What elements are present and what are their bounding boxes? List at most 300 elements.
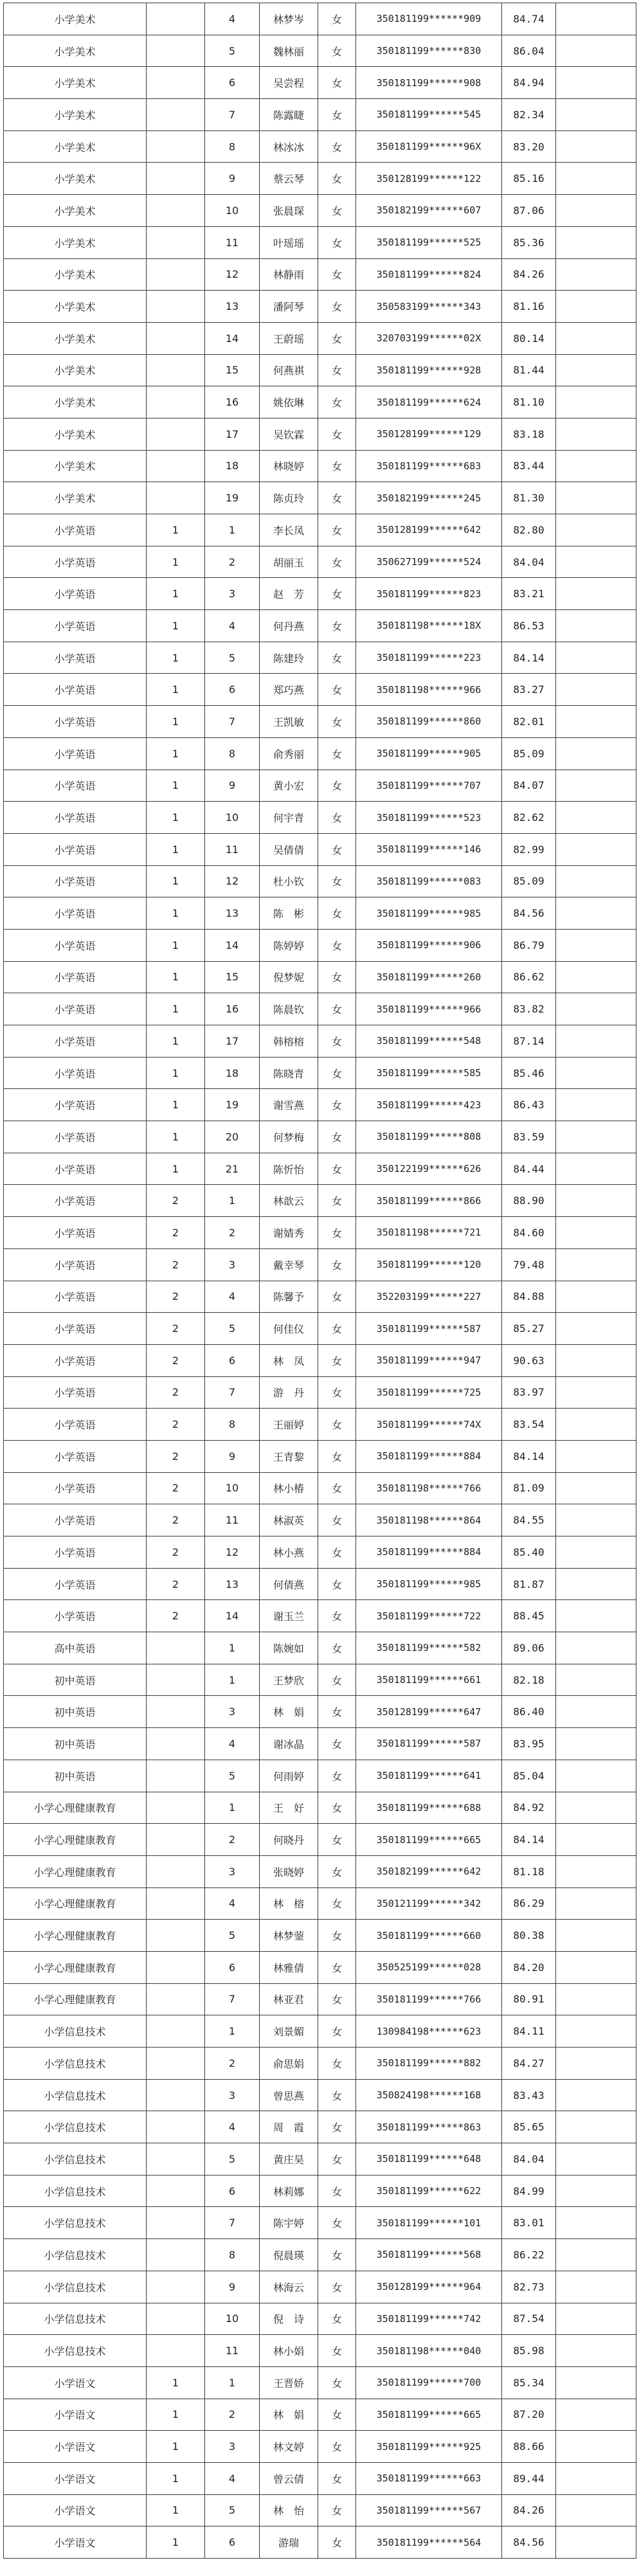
- name-cell: 林静雨: [260, 258, 318, 291]
- score-cell: 83.27: [502, 674, 556, 706]
- score-cell: 85.04: [502, 1760, 556, 1792]
- gender-cell: 女: [318, 1025, 356, 1058]
- table-row: [4, 2431, 636, 2463]
- subject-cell: 小学信息技术: [4, 2239, 147, 2271]
- score-cell: 85.46: [502, 1057, 556, 1089]
- gender-cell: 女: [318, 2494, 356, 2526]
- sequence-cell: 8: [205, 737, 260, 770]
- id-number-cell: 350181199******700: [356, 2366, 502, 2399]
- gender-cell: 女: [318, 1409, 356, 1441]
- table-row: [4, 163, 636, 195]
- score-cell: 85.09: [502, 865, 556, 897]
- name-cell: 郑巧燕: [260, 674, 318, 706]
- name-cell: 吴钦霖: [260, 418, 318, 450]
- gender-cell: 女: [318, 1824, 356, 1856]
- name-cell: 陈 彬: [260, 897, 318, 930]
- id-number-cell: 350181199******567: [356, 2494, 502, 2526]
- remark-cell: [556, 2207, 636, 2239]
- score-cell: 81.87: [502, 1568, 556, 1600]
- remark-cell: [556, 1951, 636, 1983]
- gender-cell: 女: [318, 2526, 356, 2559]
- id-number-cell: 350181199******083: [356, 865, 502, 897]
- sequence-cell: 8: [205, 131, 260, 163]
- group-cell: 2: [147, 1472, 205, 1504]
- group-cell: [147, 2175, 205, 2207]
- remark-cell: [556, 1792, 636, 1824]
- name-cell: 林 怡: [260, 2494, 318, 2526]
- gender-cell: 女: [318, 1632, 356, 1664]
- name-cell: 何晓丹: [260, 1824, 318, 1856]
- sequence-cell: 3: [205, 578, 260, 610]
- subject-cell: 小学信息技术: [4, 2335, 147, 2367]
- subject-cell: 小学美术: [4, 67, 147, 99]
- remark-cell: [556, 1920, 636, 1952]
- subject-cell: 小学英语: [4, 514, 147, 546]
- id-number-cell: 350181199******863: [356, 2111, 502, 2143]
- id-number-cell: 350182199******607: [356, 195, 502, 227]
- sequence-cell: 4: [205, 1728, 260, 1760]
- id-number-cell: 350181199******830: [356, 35, 502, 67]
- name-cell: 林小燕: [260, 1536, 318, 1569]
- id-number-cell: 350181199******548: [356, 1025, 502, 1058]
- table-row: [4, 1217, 636, 1249]
- remark-cell: [556, 1728, 636, 1760]
- gender-cell: 女: [318, 1600, 356, 1632]
- sequence-cell: 20: [205, 1121, 260, 1153]
- id-number-cell: 350181199******884: [356, 1440, 502, 1472]
- sequence-cell: 7: [205, 99, 260, 131]
- score-cell: 84.92: [502, 1792, 556, 1824]
- gender-cell: 女: [318, 1440, 356, 1472]
- gender-cell: 女: [318, 1153, 356, 1185]
- group-cell: 2: [147, 1281, 205, 1313]
- sequence-cell: 7: [205, 706, 260, 738]
- table-row: [4, 1920, 636, 1952]
- sequence-cell: 5: [205, 642, 260, 674]
- sequence-cell: 15: [205, 354, 260, 386]
- table-row: [4, 674, 636, 706]
- table-row: [4, 1153, 636, 1185]
- gender-cell: 女: [318, 865, 356, 897]
- name-cell: 陈建玲: [260, 642, 318, 674]
- remark-cell: [556, 1025, 636, 1058]
- subject-cell: 小学英语: [4, 1089, 147, 1121]
- gender-cell: 女: [318, 1983, 356, 2015]
- group-cell: [147, 131, 205, 163]
- subject-cell: 小学英语: [4, 1057, 147, 1089]
- name-cell: 何佳仪: [260, 1313, 318, 1345]
- remark-cell: [556, 450, 636, 482]
- table-row: [4, 482, 636, 514]
- subject-cell: 小学美术: [4, 35, 147, 67]
- id-number-cell: 350181199******925: [356, 2431, 502, 2463]
- table-row: [4, 67, 636, 99]
- sequence-cell: 17: [205, 418, 260, 450]
- sequence-cell: 5: [205, 2143, 260, 2175]
- sequence-cell: 5: [205, 35, 260, 67]
- subject-cell: 小学英语: [4, 802, 147, 834]
- score-cell: 84.88: [502, 1281, 556, 1313]
- sequence-cell: 10: [205, 802, 260, 834]
- score-cell: 82.80: [502, 514, 556, 546]
- subject-cell: 小学英语: [4, 929, 147, 961]
- group-cell: 1: [147, 2494, 205, 2526]
- score-cell: 80.38: [502, 1920, 556, 1952]
- gender-cell: 女: [318, 514, 356, 546]
- gender-cell: 女: [318, 1887, 356, 1920]
- sequence-cell: 9: [205, 770, 260, 802]
- remark-cell: [556, 1153, 636, 1185]
- gender-cell: 女: [318, 706, 356, 738]
- name-cell: 林亚君: [260, 1983, 318, 2015]
- name-cell: 杜小钦: [260, 865, 318, 897]
- group-cell: 2: [147, 1440, 205, 1472]
- subject-cell: 小学英语: [4, 1281, 147, 1313]
- id-number-cell: 350525199******028: [356, 1951, 502, 1983]
- score-cell: 88.45: [502, 1600, 556, 1632]
- subject-cell: 小学语文: [4, 2462, 147, 2494]
- sequence-cell: 13: [205, 1568, 260, 1600]
- id-number-cell: 350181199******101: [356, 2207, 502, 2239]
- score-cell: 87.06: [502, 195, 556, 227]
- gender-cell: 女: [318, 2366, 356, 2399]
- group-cell: [147, 1983, 205, 2015]
- subject-cell: 初中英语: [4, 1728, 147, 1760]
- remark-cell: [556, 1696, 636, 1728]
- sequence-cell: 13: [205, 291, 260, 323]
- group-cell: [147, 2271, 205, 2303]
- table-row: [4, 2335, 636, 2367]
- id-number-cell: 350181199******908: [356, 67, 502, 99]
- group-cell: [147, 2207, 205, 2239]
- group-cell: 1: [147, 1121, 205, 1153]
- gender-cell: 女: [318, 386, 356, 419]
- group-cell: [147, 1887, 205, 1920]
- score-cell: 86.22: [502, 2239, 556, 2271]
- remark-cell: [556, 929, 636, 961]
- name-cell: 游 丹: [260, 1376, 318, 1409]
- gender-cell: 女: [318, 1568, 356, 1600]
- id-number-cell: 350182199******245: [356, 482, 502, 514]
- table-row: [4, 770, 636, 802]
- subject-cell: 小学信息技术: [4, 2079, 147, 2111]
- remark-cell: [556, 706, 636, 738]
- table-row: [4, 2207, 636, 2239]
- group-cell: [147, 418, 205, 450]
- remark-cell: [556, 1313, 636, 1345]
- subject-cell: 小学英语: [4, 1536, 147, 1569]
- table-row: [4, 1824, 636, 1856]
- gender-cell: 女: [318, 1217, 356, 1249]
- id-number-cell: 350181199******707: [356, 770, 502, 802]
- name-cell: 俞秀丽: [260, 737, 318, 770]
- id-number-cell: 350181199******823: [356, 578, 502, 610]
- name-cell: 林莉娜: [260, 2175, 318, 2207]
- gender-cell: 女: [318, 1951, 356, 1983]
- table-row: [4, 1696, 636, 1728]
- sequence-cell: 12: [205, 865, 260, 897]
- gender-cell: 女: [318, 1344, 356, 1376]
- subject-cell: 小学英语: [4, 706, 147, 738]
- sequence-cell: 9: [205, 1440, 260, 1472]
- remark-cell: [556, 2143, 636, 2175]
- table-row: [4, 2079, 636, 2111]
- id-number-cell: 350181199******641: [356, 1760, 502, 1792]
- group-cell: 1: [147, 674, 205, 706]
- subject-cell: 高中英语: [4, 1632, 147, 1664]
- sequence-cell: 5: [205, 1313, 260, 1345]
- remark-cell: [556, 2111, 636, 2143]
- table-row: [4, 1568, 636, 1600]
- group-cell: 1: [147, 514, 205, 546]
- sequence-cell: 6: [205, 1344, 260, 1376]
- remark-cell: [556, 2079, 636, 2111]
- gender-cell: 女: [318, 961, 356, 993]
- table-row: [4, 131, 636, 163]
- name-cell: 林小椿: [260, 1472, 318, 1504]
- remark-cell: [556, 1600, 636, 1632]
- score-cell: 81.18: [502, 1855, 556, 1887]
- gender-cell: 女: [318, 1281, 356, 1313]
- group-cell: 2: [147, 1600, 205, 1632]
- name-cell: 周 霞: [260, 2111, 318, 2143]
- table-row: [4, 2494, 636, 2526]
- id-number-cell: 350181199******947: [356, 1344, 502, 1376]
- sequence-cell: 4: [205, 2111, 260, 2143]
- remark-cell: [556, 1089, 636, 1121]
- sequence-cell: 6: [205, 2526, 260, 2559]
- remark-cell: [556, 1281, 636, 1313]
- group-cell: 1: [147, 865, 205, 897]
- score-cell: 84.20: [502, 1951, 556, 1983]
- group-cell: [147, 2143, 205, 2175]
- gender-cell: 女: [318, 770, 356, 802]
- group-cell: [147, 1792, 205, 1824]
- id-number-cell: 350181199******985: [356, 1568, 502, 1600]
- score-cell: 83.82: [502, 993, 556, 1025]
- subject-cell: 小学心理健康教育: [4, 1887, 147, 1920]
- subject-cell: 小学信息技术: [4, 2271, 147, 2303]
- id-number-cell: 350128199******129: [356, 418, 502, 450]
- table-row: [4, 546, 636, 578]
- sequence-cell: 6: [205, 1951, 260, 1983]
- score-cell: 86.62: [502, 961, 556, 993]
- table-row: [4, 833, 636, 865]
- gender-cell: 女: [318, 1760, 356, 1792]
- subject-cell: 小学英语: [4, 770, 147, 802]
- subject-cell: 小学美术: [4, 386, 147, 419]
- table-row: [4, 322, 636, 354]
- name-cell: 黄庄昊: [260, 2143, 318, 2175]
- remark-cell: [556, 674, 636, 706]
- id-number-cell: 350181198******864: [356, 1504, 502, 1536]
- name-cell: 游瑞: [260, 2526, 318, 2559]
- remark-cell: [556, 2271, 636, 2303]
- sequence-cell: 12: [205, 258, 260, 291]
- remark-cell: [556, 1472, 636, 1504]
- score-cell: 83.21: [502, 578, 556, 610]
- remark-cell: [556, 578, 636, 610]
- id-number-cell: 350128199******647: [356, 1696, 502, 1728]
- subject-cell: 小学信息技术: [4, 2303, 147, 2335]
- remark-cell: [556, 35, 636, 67]
- subject-cell: 小学美术: [4, 418, 147, 450]
- name-cell: 陈晓青: [260, 1057, 318, 1089]
- name-cell: 谢婧秀: [260, 1217, 318, 1249]
- sequence-cell: 8: [205, 1409, 260, 1441]
- name-cell: 陈忻怡: [260, 1153, 318, 1185]
- name-cell: 何丹燕: [260, 610, 318, 642]
- score-cell: 82.62: [502, 802, 556, 834]
- remark-cell: [556, 2015, 636, 2048]
- name-cell: 姚依琳: [260, 386, 318, 419]
- subject-cell: 小学信息技术: [4, 2207, 147, 2239]
- remark-cell: [556, 418, 636, 450]
- score-cell: 82.01: [502, 706, 556, 738]
- remark-cell: [556, 2048, 636, 2080]
- name-cell: 林 娟: [260, 1696, 318, 1728]
- id-number-cell: 350583199******343: [356, 291, 502, 323]
- group-cell: 2: [147, 1217, 205, 1249]
- sequence-cell: 7: [205, 2207, 260, 2239]
- table-row: [4, 1855, 636, 1887]
- score-cell: 85.36: [502, 226, 556, 258]
- subject-cell: 小学美术: [4, 226, 147, 258]
- remark-cell: [556, 642, 636, 674]
- subject-cell: 小学英语: [4, 993, 147, 1025]
- name-cell: 倪梦妮: [260, 961, 318, 993]
- name-cell: 何雨婷: [260, 1760, 318, 1792]
- gender-cell: 女: [318, 1121, 356, 1153]
- score-cell: 86.79: [502, 929, 556, 961]
- subject-cell: 小学英语: [4, 961, 147, 993]
- subject-cell: 小学英语: [4, 1025, 147, 1058]
- subject-cell: 小学美术: [4, 354, 147, 386]
- sequence-cell: 1: [205, 1792, 260, 1824]
- remark-cell: [556, 1568, 636, 1600]
- remark-cell: [556, 99, 636, 131]
- subject-cell: 小学英语: [4, 1440, 147, 1472]
- remark-cell: [556, 2335, 636, 2367]
- gender-cell: 女: [318, 163, 356, 195]
- remark-cell: [556, 1504, 636, 1536]
- score-cell: 86.29: [502, 1887, 556, 1920]
- sequence-cell: 8: [205, 2239, 260, 2271]
- remark-cell: [556, 1440, 636, 1472]
- score-cell: 84.99: [502, 2175, 556, 2207]
- group-cell: 1: [147, 802, 205, 834]
- score-cell: 80.91: [502, 1983, 556, 2015]
- sequence-cell: 5: [205, 1760, 260, 1792]
- id-number-cell: 350181199******660: [356, 1920, 502, 1952]
- score-cell: 81.09: [502, 1472, 556, 1504]
- sequence-cell: 12: [205, 1536, 260, 1569]
- remark-cell: [556, 1536, 636, 1569]
- id-number-cell: 350181199******423: [356, 1089, 502, 1121]
- table-row: [4, 1089, 636, 1121]
- id-number-cell: 350181199******824: [356, 258, 502, 291]
- remark-cell: [556, 3, 636, 35]
- name-cell: 何宇青: [260, 802, 318, 834]
- name-cell: 林冰冰: [260, 131, 318, 163]
- gender-cell: 女: [318, 291, 356, 323]
- name-cell: 何倩燕: [260, 1568, 318, 1600]
- group-cell: [147, 386, 205, 419]
- score-cell: 87.20: [502, 2399, 556, 2431]
- score-cell: 83.01: [502, 2207, 556, 2239]
- name-cell: 王青黎: [260, 1440, 318, 1472]
- score-cell: 83.44: [502, 450, 556, 482]
- sequence-cell: 14: [205, 322, 260, 354]
- group-cell: 2: [147, 1409, 205, 1441]
- gender-cell: 女: [318, 195, 356, 227]
- gender-cell: 女: [318, 67, 356, 99]
- remark-cell: [556, 993, 636, 1025]
- remark-cell: [556, 2431, 636, 2463]
- group-cell: 1: [147, 2366, 205, 2399]
- gender-cell: 女: [318, 2079, 356, 2111]
- id-number-cell: 350121199******342: [356, 1887, 502, 1920]
- sequence-cell: 18: [205, 450, 260, 482]
- id-number-cell: 350128199******642: [356, 514, 502, 546]
- gender-cell: 女: [318, 1728, 356, 1760]
- table-row: [4, 929, 636, 961]
- group-cell: [147, 1920, 205, 1952]
- group-cell: 1: [147, 1153, 205, 1185]
- subject-cell: 小学英语: [4, 578, 147, 610]
- gender-cell: 女: [318, 2143, 356, 2175]
- sequence-cell: 6: [205, 2175, 260, 2207]
- group-cell: 1: [147, 929, 205, 961]
- gender-cell: 女: [318, 2303, 356, 2335]
- subject-cell: 小学英语: [4, 1376, 147, 1409]
- group-cell: [147, 258, 205, 291]
- name-cell: 何梦梅: [260, 1121, 318, 1153]
- sequence-cell: 1: [205, 514, 260, 546]
- table-row: [4, 1440, 636, 1472]
- table-row: [4, 2366, 636, 2399]
- id-number-cell: 350181199******742: [356, 2303, 502, 2335]
- name-cell: 倪 诗: [260, 2303, 318, 2335]
- gender-cell: 女: [318, 2239, 356, 2271]
- group-cell: 1: [147, 770, 205, 802]
- remark-cell: [556, 1185, 636, 1217]
- score-cell: 82.34: [502, 99, 556, 131]
- gender-cell: 女: [318, 610, 356, 642]
- remark-cell: [556, 1376, 636, 1409]
- group-cell: 1: [147, 2462, 205, 2494]
- id-number-cell: 350181199******985: [356, 897, 502, 930]
- gender-cell: 女: [318, 1376, 356, 1409]
- group-cell: [147, 1728, 205, 1760]
- table-row: [4, 1057, 636, 1089]
- subject-cell: 小学信息技术: [4, 2015, 147, 2048]
- sequence-cell: 2: [205, 546, 260, 578]
- score-cell: 88.66: [502, 2431, 556, 2463]
- sequence-cell: 4: [205, 1887, 260, 1920]
- group-cell: [147, 482, 205, 514]
- score-cell: 83.20: [502, 131, 556, 163]
- score-cell: 82.99: [502, 833, 556, 865]
- gender-cell: 女: [318, 1920, 356, 1952]
- table-row: [4, 961, 636, 993]
- name-cell: 谢玉兰: [260, 1600, 318, 1632]
- group-cell: 1: [147, 737, 205, 770]
- group-cell: [147, 226, 205, 258]
- subject-cell: 小学心理健康教育: [4, 1983, 147, 2015]
- subject-cell: 小学美术: [4, 99, 147, 131]
- name-cell: 林小娟: [260, 2335, 318, 2367]
